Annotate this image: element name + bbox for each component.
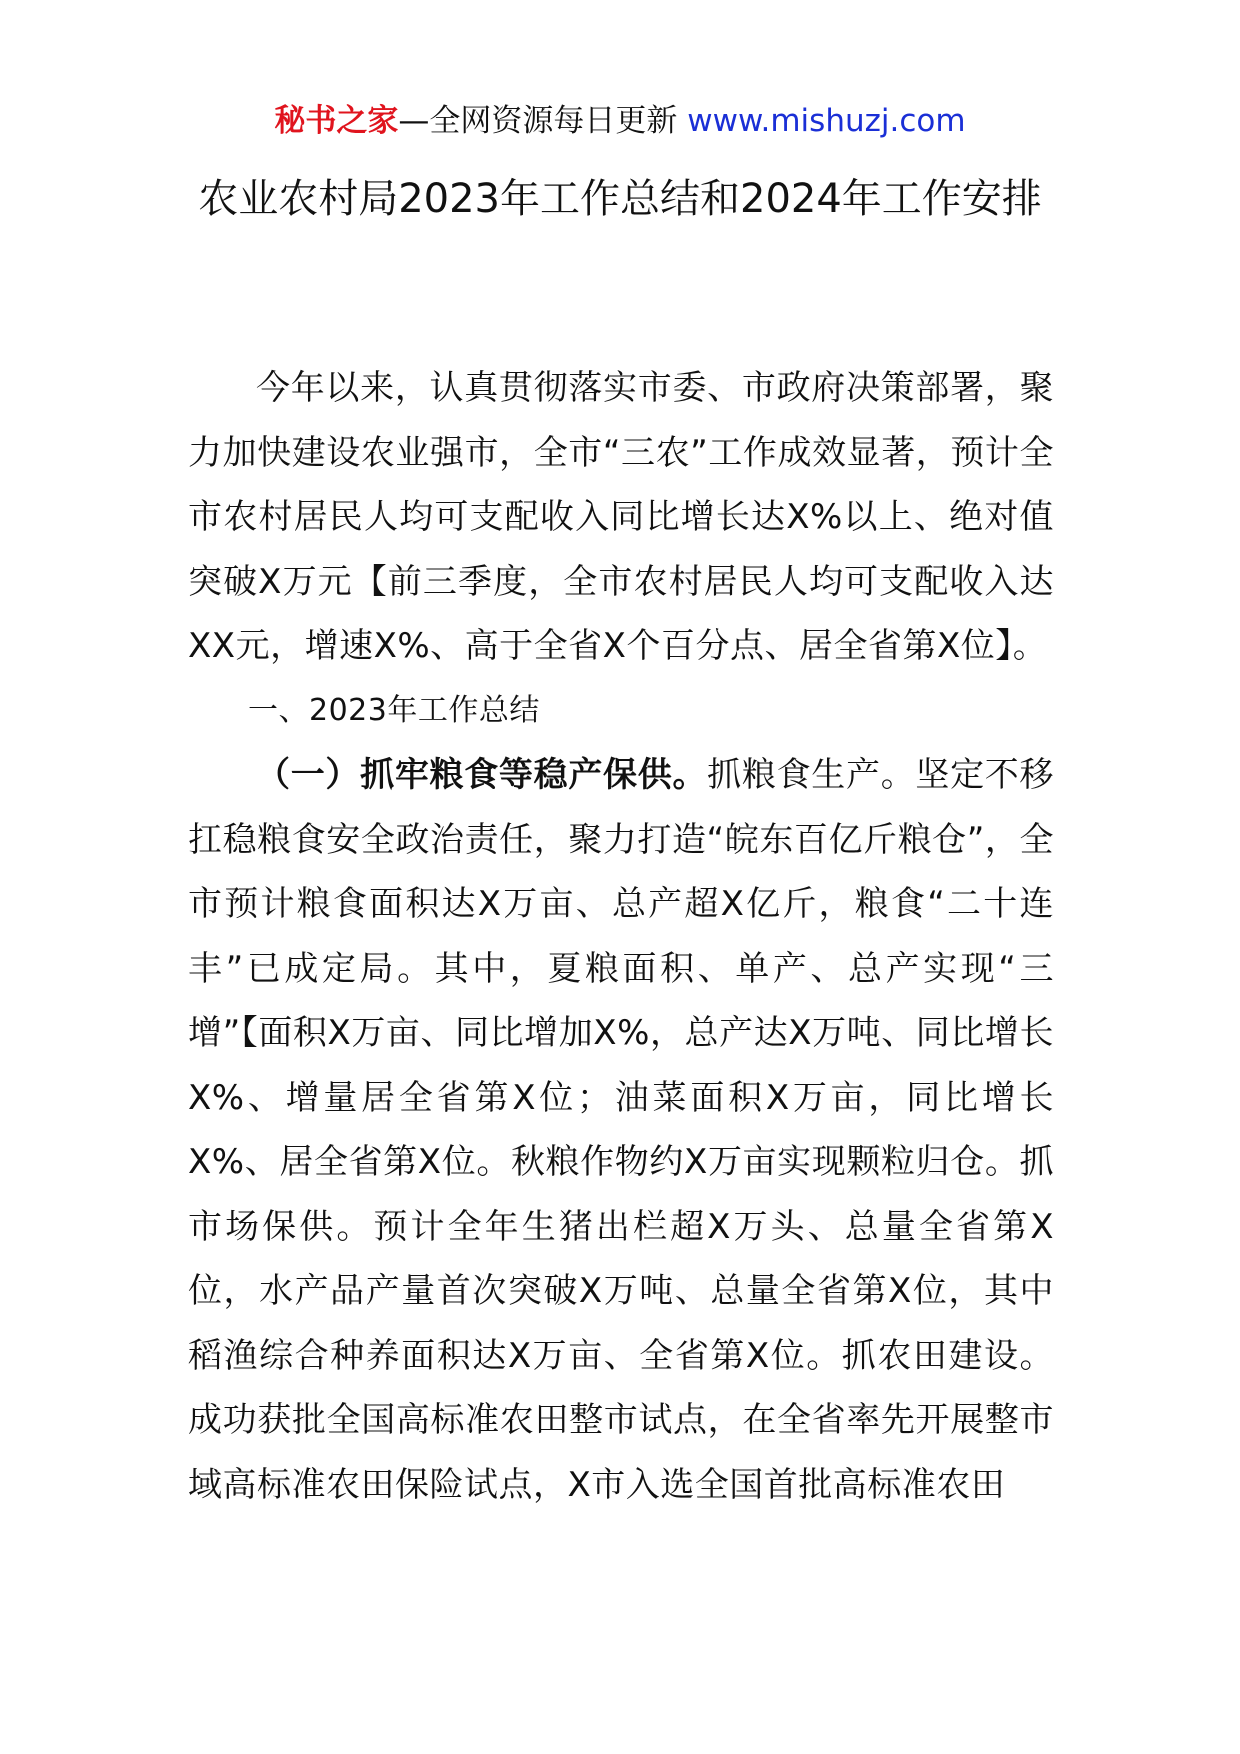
subsection-heading: （一）抓牢粮食等稳产保供。 bbox=[256, 755, 708, 795]
banner-brand: 秘书之家 bbox=[274, 103, 399, 139]
section-heading: 一、2023年工作总结 bbox=[248, 692, 540, 728]
subsection-text: 抓粮食生产。坚定不移扛稳粮食安全政治责任，聚力打造“皖东百亿斤粮仓”，全市预计粮食面积达X万亩、总产超X亿斤，粮食“二十连丰”已成定局。其中，夏粮面积、单产、总产实现“三增”【面积X万亩、同比增加X%，总产达X万吨、同比增长X%、增量居全省第X位；油菜面积X万亩，同比增长X%、居全省第X位。秋粮作物约X万亩实现颗粒归仓。抓市场保供。预计全年生猪出栏超X万头、总量全省第X位，水产品产量首次突破X万吨、总量全省第X位，其中稻渔综合种养面积达X万亩、全省第X位。抓农田建设。成功获批全国高标准农田整市试点，在全省率先开展整市域高标准农田保险试点，X市入选全国首批高标准农田 bbox=[188, 755, 1055, 1505]
document-body bbox=[188, 356, 1054, 1517]
banner-url-link[interactable]: www.mishuzj.com bbox=[687, 103, 966, 139]
banner-tagline: —全网资源每日更新 bbox=[398, 103, 678, 139]
intro-paragraph: 今年以来，认真贯彻落实市委、市政府决策部署，聚力加快建设农业强市，全市“三农”工作成效显著，预计全市农村居民人均可支配收入同比增长达X%以上、绝对值突破X万元【前三季度，全市农村居民人均可支配收入达XX元，增速X%、高于全省X个百分点、居全省第X位】。 bbox=[188, 368, 1054, 666]
document-title: 农业农村局2023年工作总结和2024年工作安排 bbox=[198, 176, 1042, 222]
subsection-paragraph bbox=[188, 743, 1054, 1517]
site-banner bbox=[0, 100, 1240, 142]
